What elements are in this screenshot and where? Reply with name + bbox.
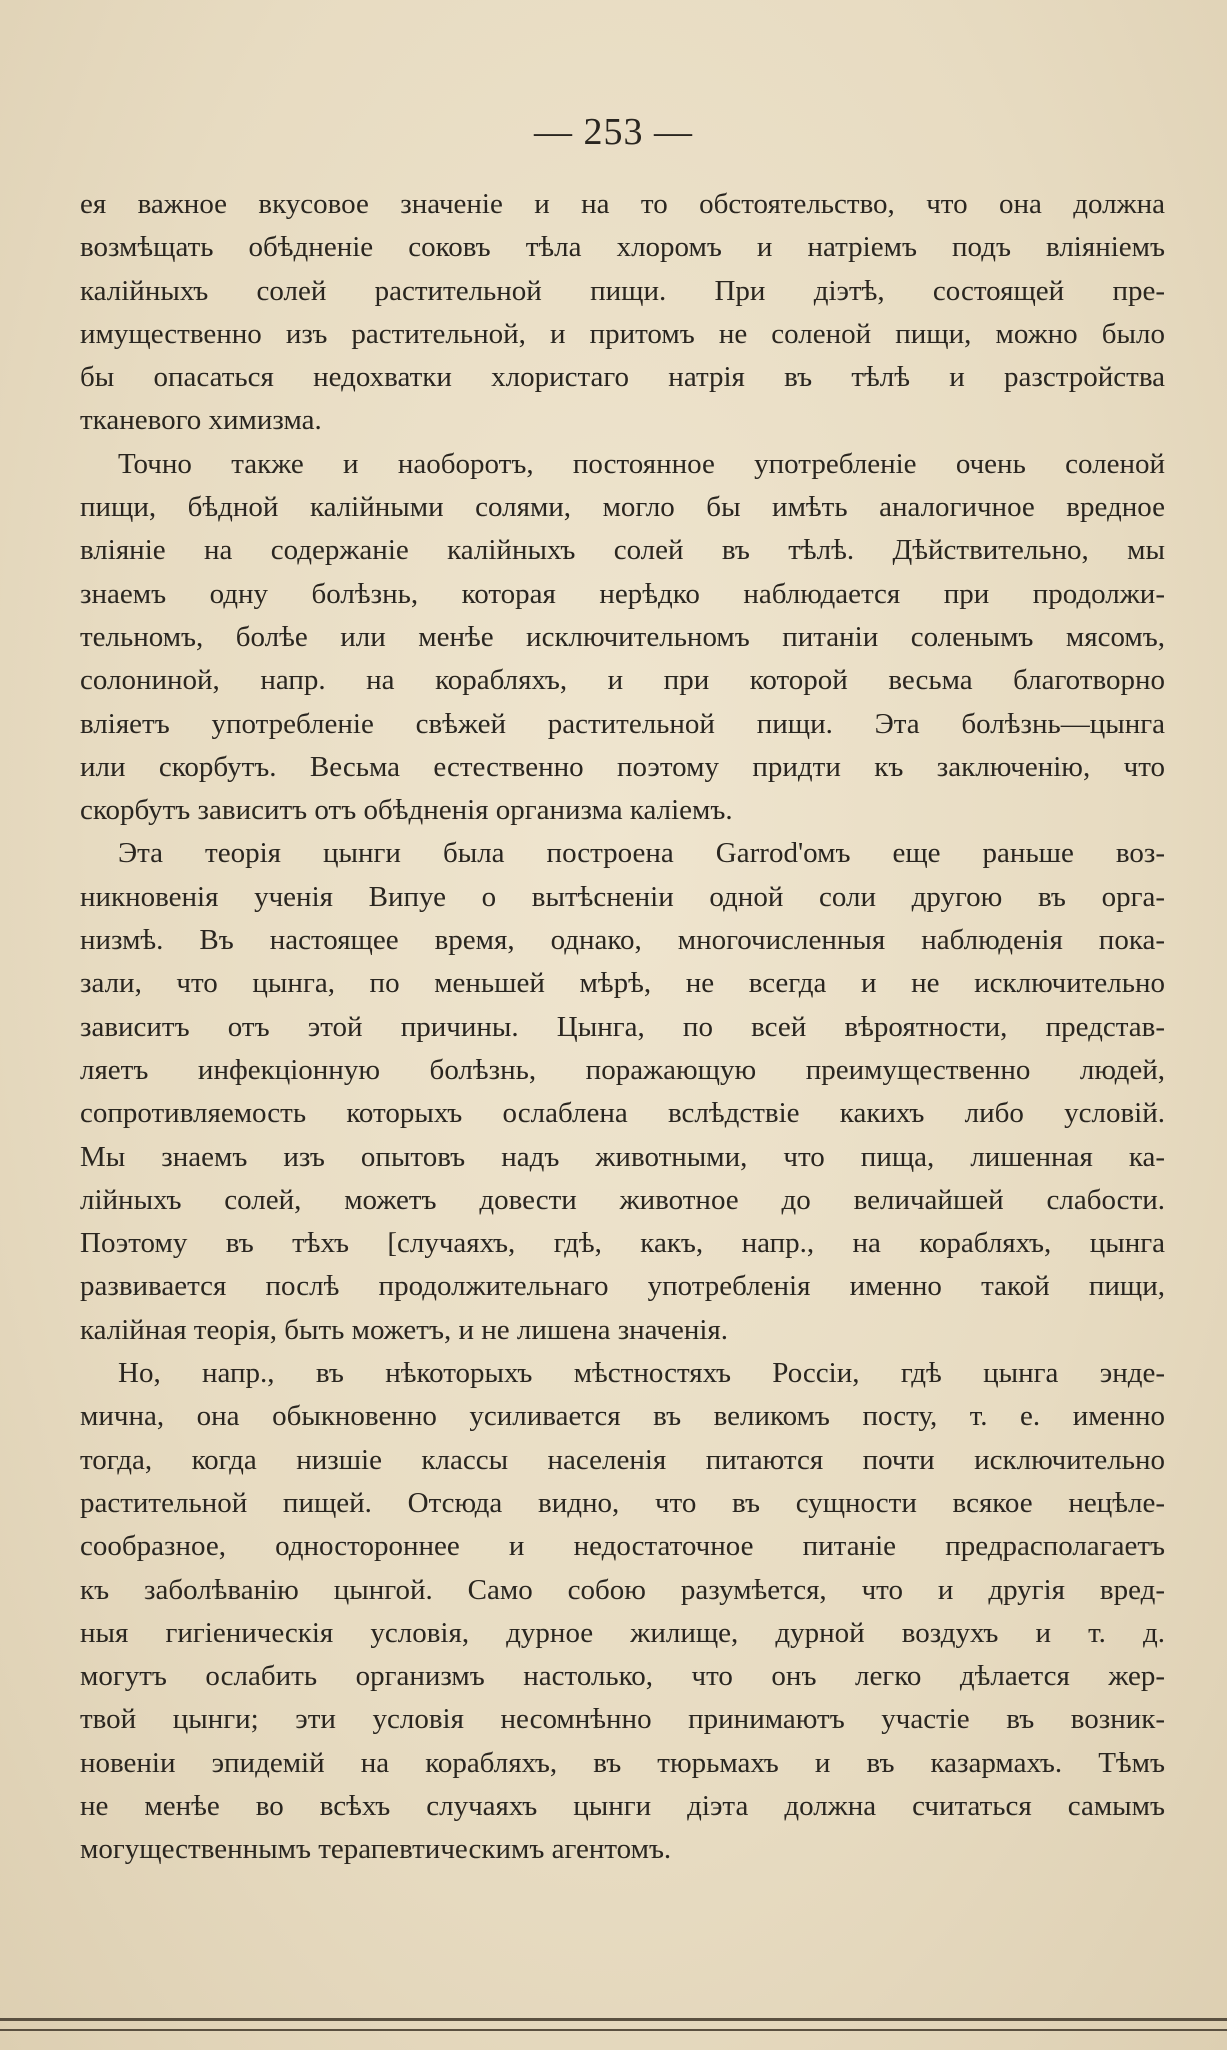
text-line: тельномъ, болѣе или менѣе исключительномъ питаніи соленымъ мясомъ, bbox=[80, 620, 1165, 653]
text-line: Точно также и наоборотъ, постоянное употребленіе очень соленой bbox=[118, 447, 1165, 480]
text-line: низмѣ. Въ настоящее время, однако, многочисленныя наблюденія пока- bbox=[80, 924, 1165, 957]
text-line: сообразное, одностороннее и недостаточное питаніе предрасполагаетъ bbox=[80, 1530, 1165, 1563]
text-line: зависитъ отъ этой причины. Цынга, по всей вѣроятности, представ- bbox=[80, 1010, 1165, 1043]
text-line: скорбутъ зависитъ отъ обѣдненія организма каліемъ. bbox=[80, 794, 733, 827]
text-line: калійная теорія, быть можетъ, и не лишена значенія. bbox=[80, 1313, 729, 1346]
text-line: никновенія ученія Випуе о вытѣсненіи одной соли другою въ орга- bbox=[80, 880, 1165, 913]
text-line: Поэтому въ тѣхъ [случаяхъ, гдѣ, какъ, напр., на корабляхъ, цынга bbox=[80, 1227, 1165, 1260]
text-line: вліяніе на содержаніе калійныхъ солей въ тѣлѣ. Дѣйствительно, мы bbox=[80, 534, 1165, 567]
text-line: возмѣщать обѣдненіе соковъ тѣла хлоромъ и натріемъ подъ вліяніемъ bbox=[80, 231, 1165, 264]
text-line: пищи, бѣдной калійными солями, могло бы имѣть аналогичное вредное bbox=[80, 491, 1165, 524]
text-line: или скорбутъ. Весьма естественно поэтому придти къ заключенію, что bbox=[80, 750, 1165, 783]
body-text bbox=[80, 183, 1165, 1872]
bottom-rule bbox=[0, 2018, 1227, 2031]
text-line: имущественно изъ растительной, и притомъ не соленой пищи, можно было bbox=[80, 317, 1165, 350]
text-line: тогда, когда низшіе классы населенія питаются почти исключительно bbox=[80, 1443, 1165, 1476]
text-line: Но, напр., въ нѣкоторыхъ мѣстностяхъ Россіи, гдѣ цынга энде- bbox=[118, 1357, 1165, 1390]
text-line: сопротивляемость которыхъ ослаблена вслѣдствіе какихъ либо условій. bbox=[80, 1097, 1165, 1130]
text-line: Мы знаемъ изъ опытовъ надъ животными, что пища, лишенная ка- bbox=[80, 1140, 1165, 1173]
text-line: могущественнымъ терапевтическимъ агентомъ. bbox=[80, 1833, 672, 1866]
text-line: бы опасаться недохватки хлористаго натрія въ тѣлѣ и разстройства bbox=[80, 361, 1165, 394]
text-line: мична, она обыкновенно усиливается въ великомъ посту, т. е. именно bbox=[80, 1400, 1165, 1433]
page-number: — 253 — bbox=[534, 111, 693, 153]
text-line: твой цынги; эти условія несомнѣнно принимаютъ участіе въ возник- bbox=[80, 1703, 1165, 1736]
text-line: ныя гигіеническія условія, дурное жилище, дурной воздухъ и т. д. bbox=[80, 1616, 1165, 1649]
text-line: калійныхъ солей растительной пищи. При діэтѣ, состоящей пре- bbox=[80, 274, 1165, 307]
text-line: не менѣе во всѣхъ случаяхъ цынги діэта должна считаться самымъ bbox=[80, 1789, 1165, 1822]
text-line: вліяетъ употребленіе свѣжей растительной пищи. Эта болѣзнь—цынга bbox=[80, 707, 1165, 740]
text-line: развивается послѣ продолжительнаго употребленія именно такой пищи, bbox=[80, 1270, 1165, 1303]
text-line: тканевого химизма. bbox=[80, 404, 322, 437]
text-line: ея важное вкусовое значеніе и на то обстоятельство, что она должна bbox=[80, 188, 1165, 220]
text-line: новеніи эпидемій на корабляхъ, въ тюрьмахъ и въ казармахъ. Тѣмъ bbox=[80, 1746, 1165, 1779]
text-line: растительной пищей. Отсюда видно, что въ сущности всякое нецѣле- bbox=[80, 1486, 1165, 1519]
text-line: Эта теорія цынги была построена Garrod'омъ еще раньше воз- bbox=[118, 837, 1165, 870]
text-line: зали, что цынга, по меньшей мѣрѣ, не всегда и не исключительно bbox=[80, 967, 1165, 1000]
text-line: къ заболѣванію цынгой. Само собою разумѣется, что и другія вред- bbox=[80, 1573, 1165, 1606]
text-line: солониной, напр. на корабляхъ, и при которой весьма благотворно bbox=[80, 664, 1165, 697]
text-line: могутъ ослабить организмъ настолько, что онъ легко дѣлается жер- bbox=[80, 1660, 1165, 1693]
text-line: ляетъ инфекціонную болѣзнь, поражающую преимущественно людей, bbox=[80, 1053, 1165, 1086]
text-line: лійныхъ солей, можетъ довести животное до величайшей слабости. bbox=[80, 1183, 1165, 1216]
text-line: знаемъ одну болѣзнь, которая нерѣдко наблюдается при продолжи- bbox=[80, 577, 1165, 610]
